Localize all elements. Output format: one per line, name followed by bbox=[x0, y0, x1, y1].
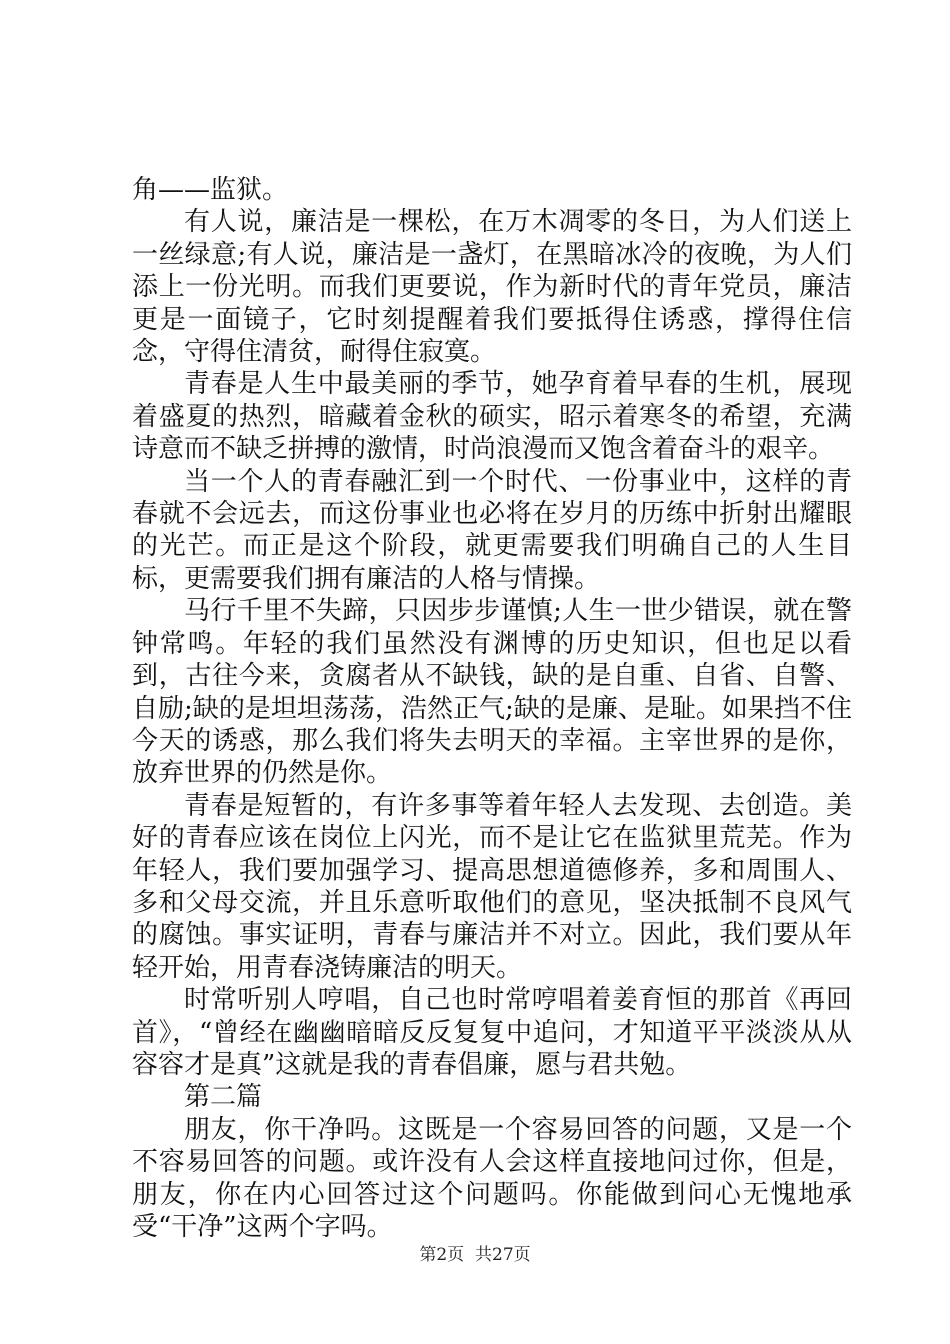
section-heading: 第二篇 bbox=[184, 1082, 263, 1113]
document-body bbox=[132, 174, 852, 1243]
page-total: 共27页 bbox=[475, 1245, 531, 1265]
footer-separator bbox=[464, 1245, 475, 1265]
paragraph-5: 马行千里不失蹄，只因步步谨慎;人生一世少错误，就在警钟常鸣。年轻的我们虽然没有渊博的历史知识，但也足以看到，古往今来，贪腐者从不缺钱，缺的是自重、自省、自警、自励;缺的是坦坦荡荡，浩然正气;缺的是廉、是耻。如果挡不住今天的诱惑，那么我们将失去明天的幸福。主宰世界的是你，放弃世界的仍然是你。 bbox=[132, 596, 852, 789]
paragraph-4: 当一个人的青春融汇到一个时代、一份事业中，这样的青春就不会远去，而这份事业也必将在岁月的历练中折射出耀眼的光芒。而正是这个阶段，就更需要我们明确自己的人生目标，更需要我们拥有廉洁的人格与情操。 bbox=[132, 466, 852, 594]
paragraph-6: 青春是短暂的，有许多事等着年轻人去发现、去创造。美好的青春应该在岗位上闪光，而不是让它在监狱里荒芜。作为年轻人，我们要加强学习、提高思想道德修养，多和周围人、多和父母交流，并且乐意听取他们的意见，坚决抵制不良风气的腐蚀。事实证明，青春与廉洁并不对立。因此，我们要从年轻开始，用青春浇铸廉洁的明天。 bbox=[132, 790, 852, 983]
paragraph-1: 角——监狱。 bbox=[132, 175, 289, 205]
paragraph-3: 青春是人生中最美丽的季节，她孕育着早春的生机，展现着盛夏的热烈，暗藏着金秋的硕实，昭示着寒冬的希望，充满诗意而不缺乏拼搏的激情，时尚浪漫而又饱含着奋斗的艰辛。 bbox=[132, 369, 852, 465]
paragraph-8: 朋友，你干净吗。这既是一个容易回答的问题，又是一个不容易回答的问题。或许没有人会这样直接地问过你，但是，朋友，你在内心回答过这个问题吗。你能做到问心无愧地承受“干净”这两个字吗。 bbox=[132, 1114, 852, 1242]
page-footer bbox=[0, 1240, 950, 1265]
page-number: 第2页 bbox=[419, 1245, 465, 1265]
paragraph-2: 有人说，廉洁是一棵松，在万木凋零的冬日，为人们送上一丝绿意;有人说，廉洁是一盏灯，在黑暗冰冷的夜晚，为人们添上一份光明。而我们更要说，作为新时代的青年党员，廉洁更是一面镜子，它时刻提醒着我们要抵得住诱惑，撑得住信念，守得住清贫，耐得住寂寞。 bbox=[132, 207, 852, 368]
paragraph-7: 时常听别人哼唱，自己也时常哼唱着姜育恒的那首《再回首》，“曾经在幽幽暗暗反反复复中追问，才知道平平淡淡从从容容才是真”这就是我的青春倡廉，愿与君共勉。 bbox=[132, 985, 852, 1080]
